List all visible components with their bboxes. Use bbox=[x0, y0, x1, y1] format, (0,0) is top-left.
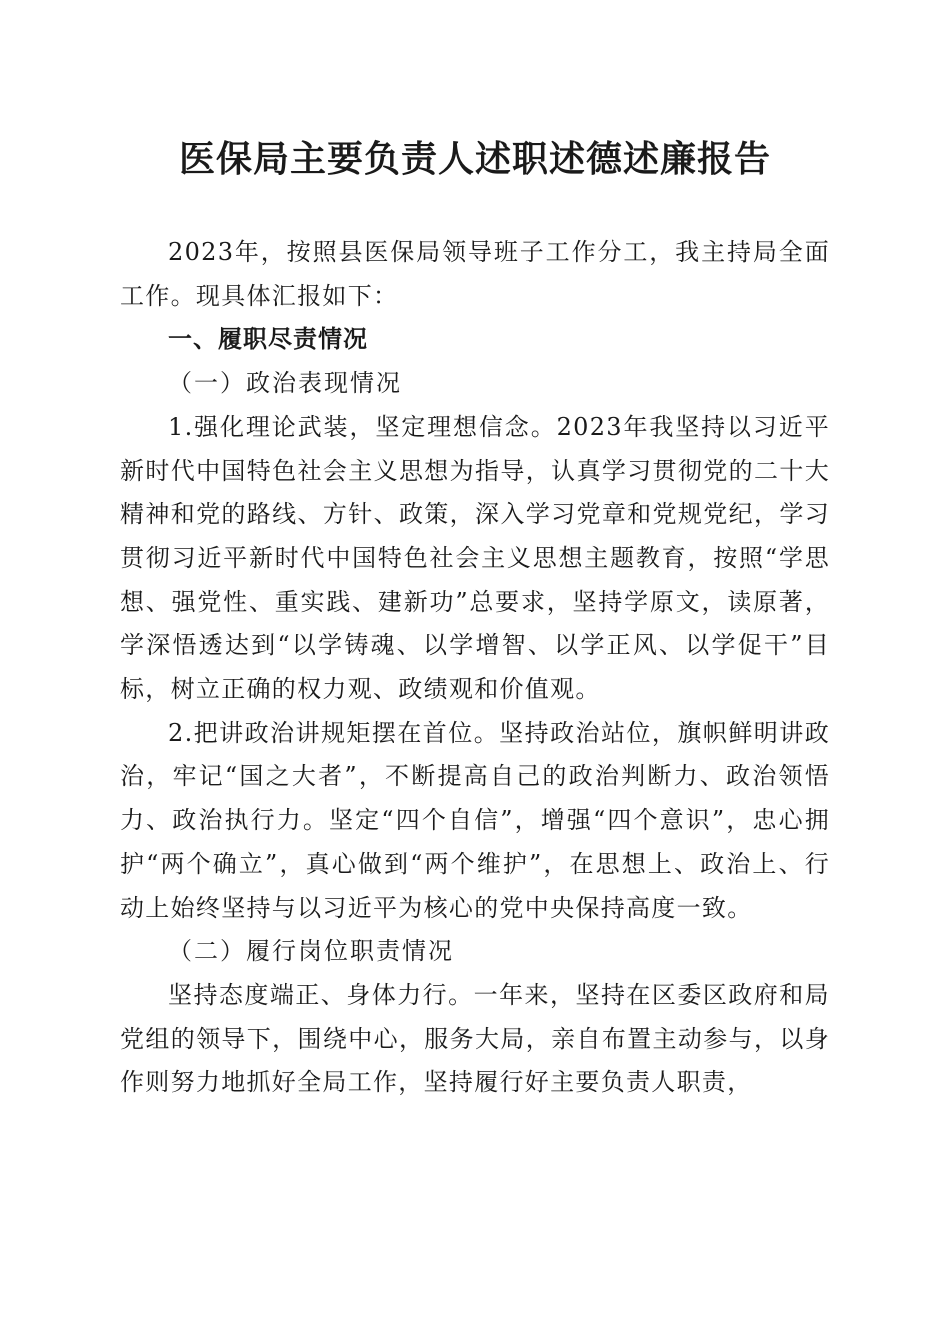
intro-paragraph: 2023年，按照县医保局领导班子工作分工，我主持局全面工作。现具体汇报如下： bbox=[120, 238, 830, 310]
body-paragraph-1: 1.强化理论武装，坚定理想信念。2023年我坚持以习近平新时代中国特色社会主义思想为指导，认真学习贯彻党的二十大精神和党的路线、方针、政策，深入学习党章和党规党纪，学习贯彻习近平新时代中国特色社会主义思想主题教育，按照“学思想、强党性、重实践、建新功”总要求，坚持学原文，读原著，学深悟透达到“以学铸魂、以学增智、以学正风、以学促干”目标，树立正确的权力观、政绩观和价值观。 bbox=[120, 412, 830, 704]
body-paragraph-2: 2.把讲政治讲规矩摆在首位。坚持政治站位，旗帜鲜明讲政治，牢记“国之大者”，不断提高自己的政治判断力、政治领悟力、政治执行力。坚定“四个自信”，增强“四个意识”，忠心拥护“两个确立”，真心做到“两个维护”，在思想上、政治上、行动上始终坚持与以习近平为核心的党中央保持高度一致。 bbox=[120, 718, 830, 922]
subsection-heading-2: （二）履行岗位职责情况 bbox=[168, 937, 454, 966]
subsection-heading-1: （一）政治表现情况 bbox=[168, 369, 402, 398]
section-heading-1: 一、履职尽责情况 bbox=[168, 325, 368, 354]
body-paragraph-3: 坚持态度端正、身体力行。一年来，坚持在区委区政府和局党组的领导下，围绕中心，服务大局，亲自布置主动参与，以身作则努力地抓好全局工作，坚持履行好主要负责人职责， bbox=[120, 980, 830, 1097]
document-title: 医保局主要负责人述职述德述廉报告 bbox=[178, 139, 771, 180]
document-body bbox=[120, 231, 830, 1105]
